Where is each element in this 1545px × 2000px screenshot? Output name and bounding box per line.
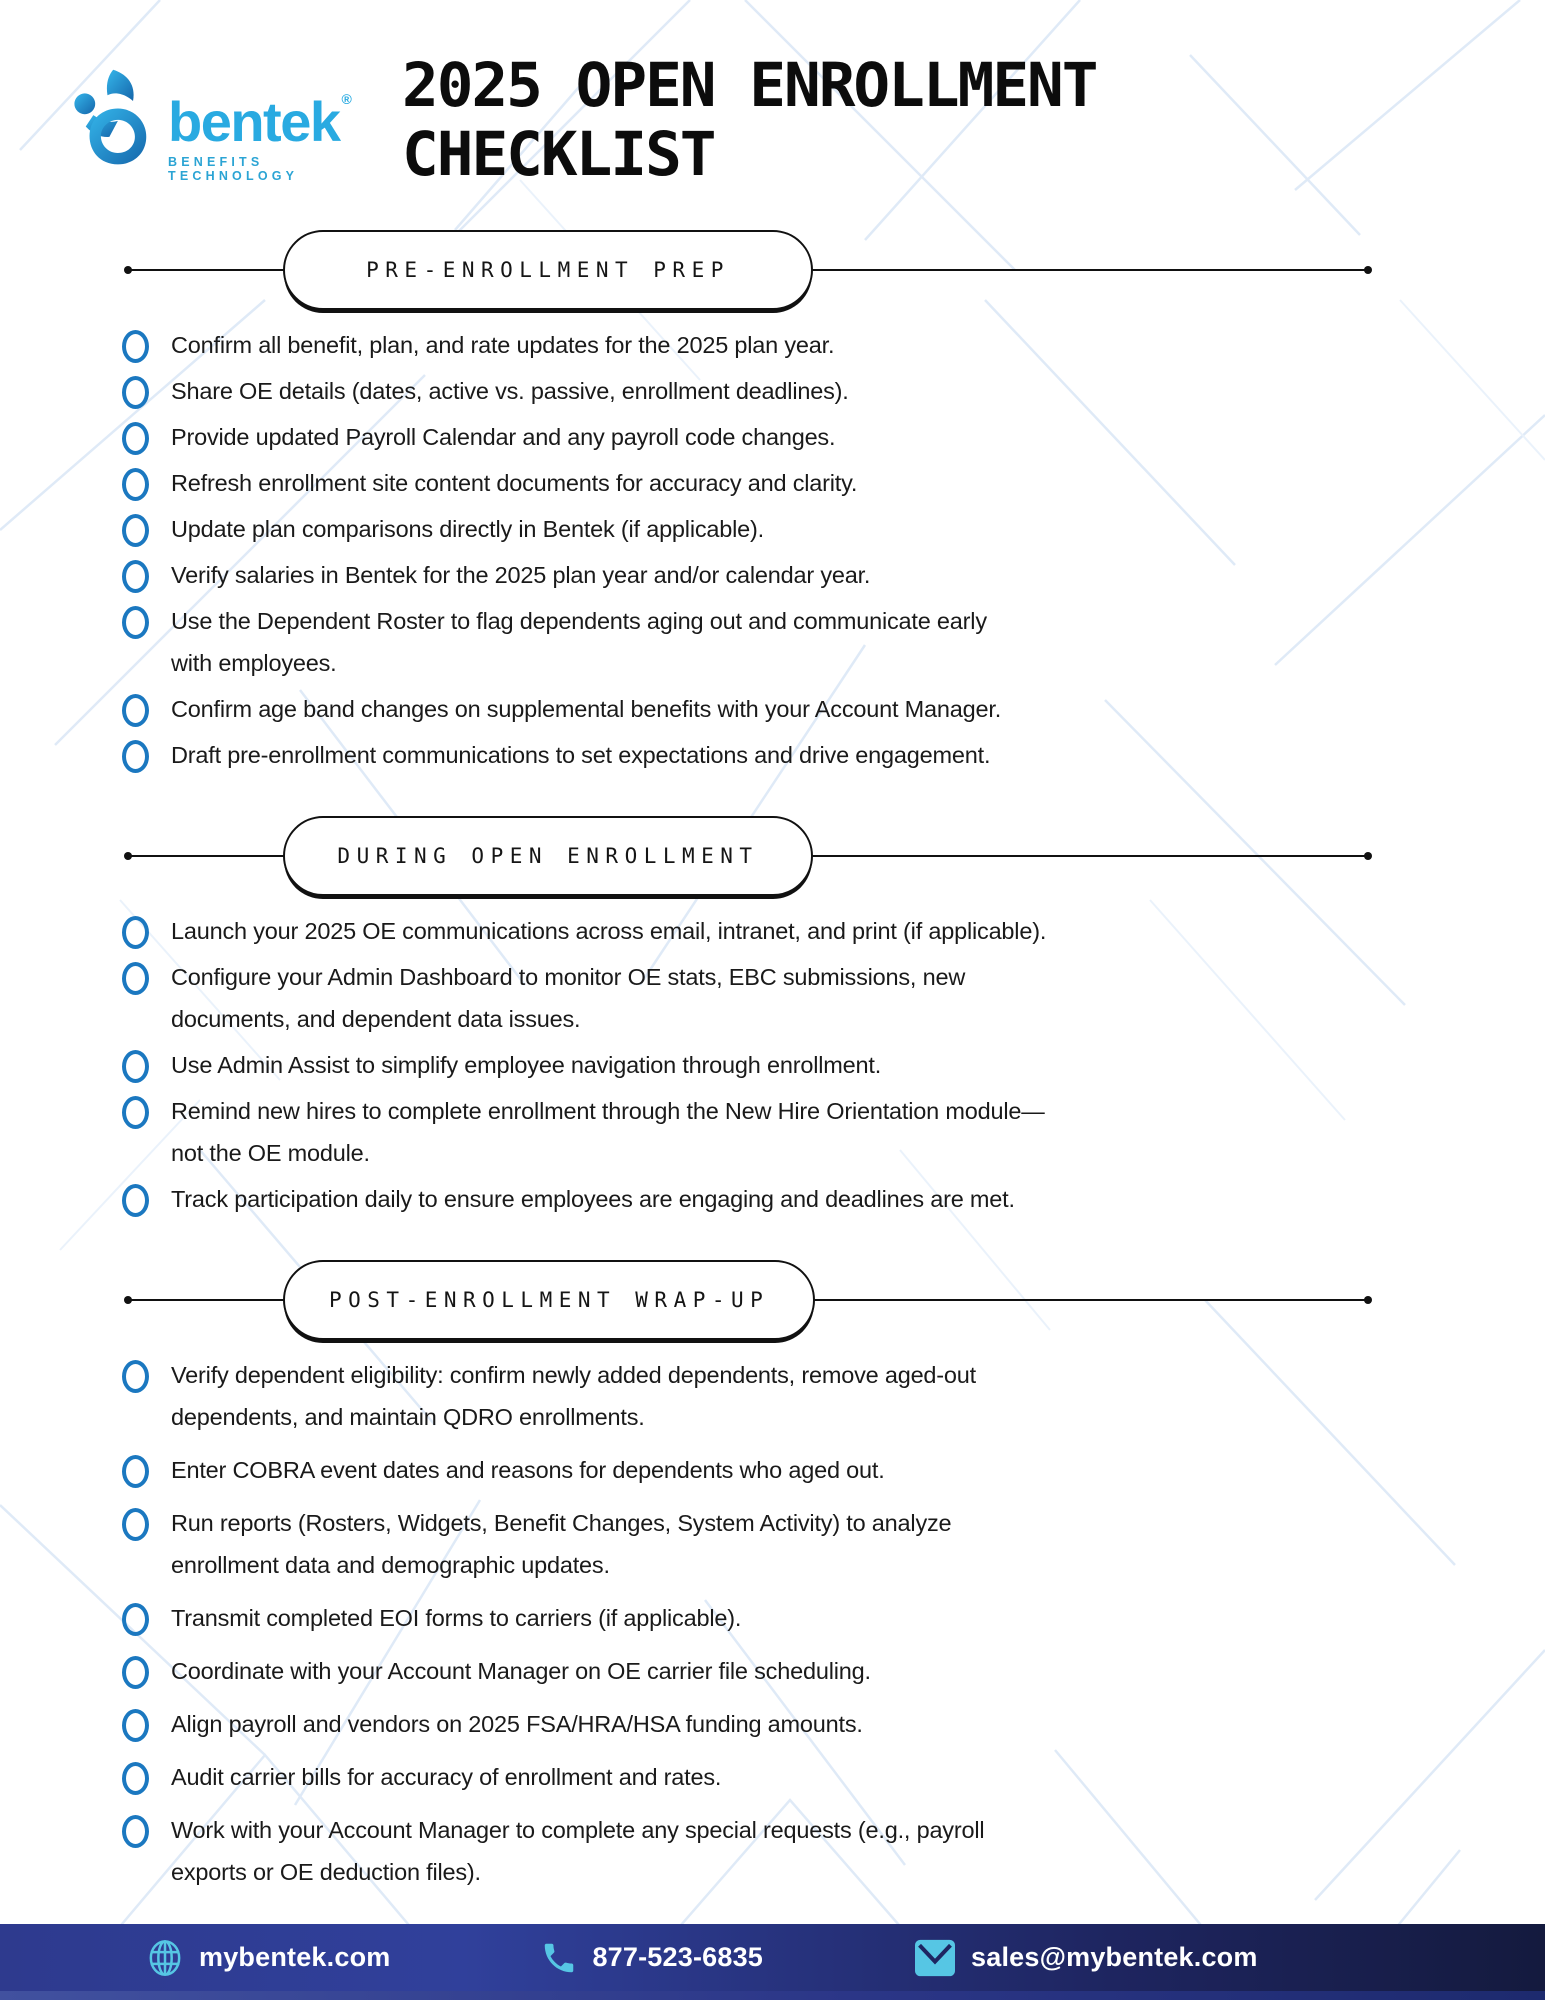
checklist-item-line: Verify salaries in Bentek for the 2025 plan year and/or calendar year. xyxy=(171,561,871,588)
section-pill xyxy=(283,230,813,310)
checkbox-circle[interactable] xyxy=(122,1096,149,1129)
checkbox-circle[interactable] xyxy=(122,1815,149,1848)
checklist-item-line: not the OE module. xyxy=(171,1139,370,1166)
checkbox-circle[interactable] xyxy=(122,1455,149,1488)
section-header xyxy=(0,230,1545,310)
rule-right-dot xyxy=(1364,852,1372,860)
checklist-item-text xyxy=(171,1354,976,1438)
checklist-item-line: documents, and dependent data issues. xyxy=(171,1005,581,1032)
checklist-item-line: Confirm age band changes on supplemental benefits with your Account Manager. xyxy=(171,695,1002,722)
checklist-item xyxy=(122,1354,1485,1438)
checklist-item-line: Track participation daily to ensure employees are engaging and deadlines are met. xyxy=(171,1185,1015,1212)
section-pill xyxy=(283,816,813,896)
checklist-item xyxy=(122,370,1485,412)
logo-tagline: BENEFITS TECHNOLOGY xyxy=(168,155,299,183)
checklist-item-line: Transmit completed EOI forms to carriers (if applicable). xyxy=(171,1604,742,1631)
checklist-item-text xyxy=(171,1502,951,1586)
mail-icon xyxy=(913,1938,957,1978)
rule-right-dot xyxy=(1364,266,1372,274)
checklist-item xyxy=(122,1502,1485,1586)
checkbox-circle[interactable] xyxy=(122,740,149,773)
checkbox-circle[interactable] xyxy=(122,694,149,727)
checkbox-circle[interactable] xyxy=(122,376,149,409)
checklist-item-line: exports or OE deduction files). xyxy=(171,1858,481,1885)
checklist-item xyxy=(122,734,1485,776)
bentek-logo xyxy=(68,66,380,183)
checklist-item xyxy=(122,1597,1485,1639)
checklist-item xyxy=(122,1449,1485,1491)
footer-phone[interactable] xyxy=(540,1939,763,1977)
checklist-section xyxy=(0,230,1545,776)
checkbox-circle[interactable] xyxy=(122,560,149,593)
checkbox-circle[interactable] xyxy=(122,1656,149,1689)
checklist-item-line: Share OE details (dates, active vs. passive, enrollment deadlines). xyxy=(171,377,849,404)
checkbox-circle[interactable] xyxy=(122,1184,149,1217)
registered-mark: ® xyxy=(341,91,351,107)
checklist-item-line: Use Admin Assist to simplify employee navigation through enrollment. xyxy=(171,1051,882,1078)
phone-icon xyxy=(540,1939,578,1977)
checkbox-circle[interactable] xyxy=(122,916,149,949)
checkbox-circle[interactable] xyxy=(122,330,149,363)
checklist-section xyxy=(0,816,1545,1220)
footer-website[interactable] xyxy=(145,1936,390,1980)
checklist-item-line: Work with your Account Manager to complete any special requests (e.g., payroll xyxy=(171,1816,985,1843)
footer-email[interactable] xyxy=(913,1938,1258,1978)
rule-right-dot xyxy=(1364,1296,1372,1304)
checkbox-circle[interactable] xyxy=(122,1603,149,1636)
checklist-item-line: with employees. xyxy=(171,649,337,676)
checkbox-circle[interactable] xyxy=(122,1709,149,1742)
checkbox-circle[interactable] xyxy=(122,514,149,547)
section-label: DURING OPEN ENROLLMENT xyxy=(337,843,759,868)
section-header xyxy=(0,816,1545,896)
checklist-item xyxy=(122,1650,1485,1692)
checklist-item-text xyxy=(171,956,965,1040)
checklist-item xyxy=(122,1703,1485,1745)
checklist-item-text xyxy=(171,1178,1015,1220)
footer xyxy=(0,1924,1545,2000)
checklist-item-line: Verify dependent eligibility: confirm newly added dependents, remove aged-out xyxy=(171,1361,977,1388)
page-title-line2: CHECKLIST xyxy=(402,118,715,190)
checklist-item-text xyxy=(171,688,1001,730)
checklist-item-text xyxy=(171,1449,885,1491)
checklist-item-line: Use the Dependent Roster to flag dependents aging out and communicate early xyxy=(171,607,987,634)
checklist-body xyxy=(0,230,1545,1893)
section-header xyxy=(0,1260,1545,1340)
checkbox-circle[interactable] xyxy=(122,606,149,639)
checklist-item-text xyxy=(171,910,1046,952)
checkbox-circle[interactable] xyxy=(122,962,149,995)
checklist-item-line: Align payroll and vendors on 2025 FSA/HRA/HSA funding amounts. xyxy=(171,1710,863,1737)
checklist-item xyxy=(122,1178,1485,1220)
checklist-item-line: Provide updated Payroll Calendar and any payroll code changes. xyxy=(171,423,836,450)
section-items xyxy=(122,1354,1545,1893)
checklist-item-text xyxy=(171,462,857,504)
checklist-item-line: Launch your 2025 OE communications across email, intranet, and print (if applicable). xyxy=(171,917,1047,944)
checklist-item xyxy=(122,1090,1485,1174)
checklist-item-line: Audit carrier bills for accuracy of enrollment and rates. xyxy=(171,1763,722,1790)
checklist-item xyxy=(122,956,1485,1040)
checkbox-circle[interactable] xyxy=(122,1762,149,1795)
footer-accent-strip xyxy=(0,1991,1545,2000)
section-label: POST-ENROLLMENT WRAP-UP xyxy=(329,1287,770,1312)
checklist-item-text xyxy=(171,1090,1045,1174)
checklist-item-text xyxy=(171,416,835,458)
checklist-item xyxy=(122,1809,1485,1893)
checklist-item xyxy=(122,1044,1485,1086)
checklist-item-text xyxy=(171,508,764,550)
checklist-item-text xyxy=(171,324,834,366)
checkbox-circle[interactable] xyxy=(122,422,149,455)
checklist-item-line: dependents, and maintain QDRO enrollments. xyxy=(171,1403,645,1430)
checklist-item-text xyxy=(171,734,990,776)
checklist-item-text xyxy=(171,1809,984,1893)
section-label: PRE-ENROLLMENT PREP xyxy=(366,257,730,282)
checklist-item-line: Draft pre-enrollment communications to set expectations and drive engagement. xyxy=(171,741,991,768)
checklist-item xyxy=(122,554,1485,596)
footer-email-text: sales@mybentek.com xyxy=(971,1942,1258,1972)
checklist-item-line: Run reports (Rosters, Widgets, Benefit Changes, System Activity) to analyze xyxy=(171,1509,952,1536)
section-items xyxy=(122,324,1545,776)
page-title-line1: 2025 OPEN ENROLLMENT xyxy=(402,50,1097,121)
checklist-section xyxy=(0,1260,1545,1893)
checkbox-circle[interactable] xyxy=(122,1508,149,1541)
checklist-item-line: Coordinate with your Account Manager on OE carrier file scheduling. xyxy=(171,1657,871,1684)
checklist-item-text xyxy=(171,1650,871,1692)
logo-brand-text: bentek ® xyxy=(168,90,351,153)
checkbox-circle[interactable] xyxy=(122,1050,149,1083)
checklist-item-text xyxy=(171,370,849,412)
checklist-item-line: enrollment data and demographic updates. xyxy=(171,1551,610,1578)
footer-website-text: mybentek.com xyxy=(199,1942,391,1972)
checkbox-circle[interactable] xyxy=(122,468,149,501)
checklist-item xyxy=(122,462,1485,504)
page-title xyxy=(402,52,1097,190)
footer-main xyxy=(0,1924,1545,1991)
checklist-item-line: Update plan comparisons directly in Bentek (if applicable). xyxy=(171,515,764,542)
checkbox-circle[interactable] xyxy=(122,1360,149,1393)
checklist-item-text xyxy=(171,1044,881,1086)
checklist-item-line: Refresh enrollment site content documents for accuracy and clarity. xyxy=(171,469,858,496)
checklist-item xyxy=(122,688,1485,730)
checklist-item-line: Confirm all benefit, plan, and rate updates for the 2025 plan year. xyxy=(171,331,835,358)
checklist-item-text xyxy=(171,1756,721,1798)
checklist-item xyxy=(122,1756,1485,1798)
globe-icon xyxy=(145,1936,185,1980)
checklist-item xyxy=(122,416,1485,458)
checklist-item-line: Enter COBRA event dates and reasons for dependents who aged out. xyxy=(171,1456,885,1483)
footer-phone-text: 877-523-6835 xyxy=(592,1942,764,1972)
checklist-item-text xyxy=(171,554,870,596)
checklist-item xyxy=(122,324,1485,366)
checklist-item-text xyxy=(171,1597,741,1639)
checklist-item xyxy=(122,508,1485,550)
bentek-logo-icon xyxy=(68,66,164,170)
section-pill xyxy=(283,1260,815,1340)
checklist-item-text xyxy=(171,1703,863,1745)
checklist-item xyxy=(122,910,1485,952)
section-items xyxy=(122,910,1545,1220)
checklist-item-text xyxy=(171,600,987,684)
checklist-item-line: Configure your Admin Dashboard to monitor OE stats, EBC submissions, new xyxy=(171,963,966,990)
header xyxy=(0,0,1545,190)
checklist-item-line: Remind new hires to complete enrollment through the New Hire Orientation module— xyxy=(171,1097,1045,1124)
checklist-item xyxy=(122,600,1485,684)
